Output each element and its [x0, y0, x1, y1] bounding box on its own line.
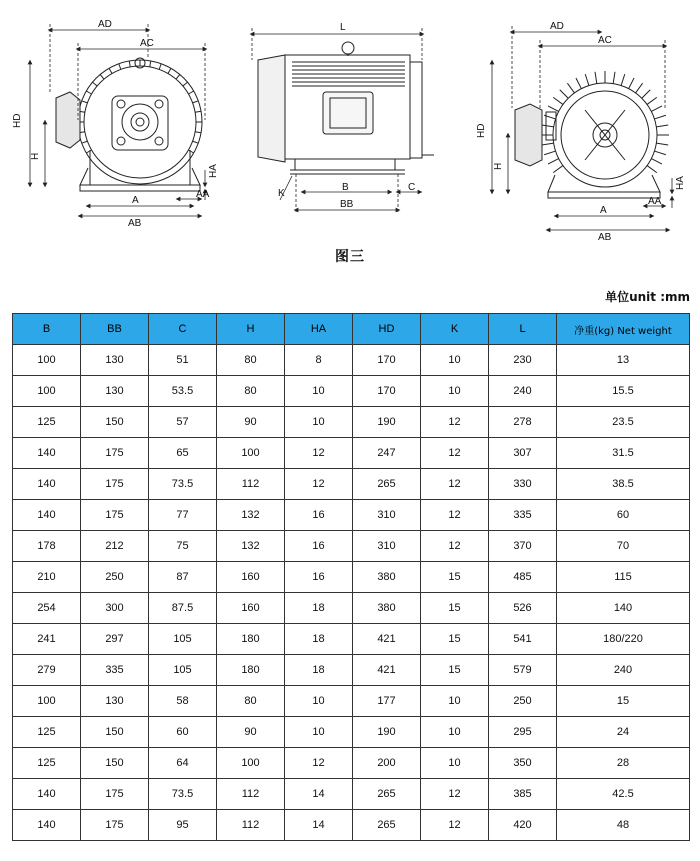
- table-cell: 53.5: [149, 376, 217, 407]
- table-cell: 160: [217, 593, 285, 624]
- table-cell: 65: [149, 438, 217, 469]
- front-view-drawing: [56, 58, 202, 191]
- table-cell: 310: [353, 531, 421, 562]
- table-row: [13, 562, 690, 593]
- end-view-drawing: [515, 71, 669, 198]
- table-cell: 175: [81, 810, 149, 841]
- table-cell: 12: [285, 438, 353, 469]
- label-ha-3: HA: [675, 176, 686, 190]
- table-body: [13, 345, 690, 841]
- table-cell: 132: [217, 531, 285, 562]
- table-cell: 87: [149, 562, 217, 593]
- table-cell: 64: [149, 748, 217, 779]
- table-cell: 140: [557, 593, 690, 624]
- table-row: [13, 655, 690, 686]
- motor-dimension-drawings: [0, 0, 700, 245]
- table-cell: 140: [13, 500, 81, 531]
- table-cell: 90: [217, 717, 285, 748]
- column-header: 净重(kg) Net weight: [557, 314, 690, 345]
- label-ab-1: AB: [128, 218, 142, 229]
- table-cell: 370: [489, 531, 557, 562]
- table-cell: 265: [353, 810, 421, 841]
- label-ab-3: AB: [598, 232, 612, 243]
- label-ha-1: HA: [208, 164, 219, 178]
- label-hd-1: HD: [12, 113, 23, 128]
- label-ad-3: AD: [550, 21, 564, 32]
- label-c-2: C: [408, 182, 416, 193]
- table-row: [13, 500, 690, 531]
- table-cell: 38.5: [557, 469, 690, 500]
- column-header: HA: [285, 314, 353, 345]
- table-cell: 10: [285, 717, 353, 748]
- label-aa-3: AA: [648, 196, 662, 207]
- dimension-table: [12, 313, 690, 841]
- table-cell: 100: [13, 345, 81, 376]
- table-cell: 15: [421, 562, 489, 593]
- table-cell: 105: [149, 624, 217, 655]
- table-row: [13, 686, 690, 717]
- table-cell: 130: [81, 345, 149, 376]
- table-cell: 15: [421, 624, 489, 655]
- table-row: [13, 469, 690, 500]
- table-cell: 12: [285, 469, 353, 500]
- label-h-1: H: [30, 152, 41, 160]
- label-h-3: H: [493, 162, 504, 170]
- table-cell: 80: [217, 376, 285, 407]
- table-cell: 241: [13, 624, 81, 655]
- label-a-3: A: [600, 205, 607, 216]
- table-cell: 73.5: [149, 469, 217, 500]
- table-cell: 247: [353, 438, 421, 469]
- table-cell: 23.5: [557, 407, 690, 438]
- table-cell: 125: [13, 748, 81, 779]
- table-row: [13, 779, 690, 810]
- table-cell: 307: [489, 438, 557, 469]
- table-cell: 80: [217, 345, 285, 376]
- table-cell: 60: [557, 500, 690, 531]
- table-cell: 12: [421, 438, 489, 469]
- table-cell: 485: [489, 562, 557, 593]
- table-cell: 90: [217, 407, 285, 438]
- table-cell: 180: [217, 655, 285, 686]
- column-header: BB: [81, 314, 149, 345]
- table-cell: 73.5: [149, 779, 217, 810]
- table-row: [13, 810, 690, 841]
- table-row: [13, 438, 690, 469]
- table-cell: 190: [353, 717, 421, 748]
- table-row: [13, 593, 690, 624]
- label-ac-1: AC: [140, 38, 154, 49]
- table-cell: 13: [557, 345, 690, 376]
- label-ad-1: AD: [98, 19, 112, 30]
- label-l-2: L: [340, 22, 346, 33]
- table-cell: 420: [489, 810, 557, 841]
- label-bb-2: BB: [340, 199, 354, 210]
- table-cell: 177: [353, 686, 421, 717]
- table-cell: 14: [285, 779, 353, 810]
- table-cell: 180/220: [557, 624, 690, 655]
- table-cell: 250: [81, 562, 149, 593]
- table-cell: 14: [285, 810, 353, 841]
- table-cell: 95: [149, 810, 217, 841]
- table-cell: 51: [149, 345, 217, 376]
- table-cell: 230: [489, 345, 557, 376]
- table-cell: 140: [13, 469, 81, 500]
- table-cell: 175: [81, 469, 149, 500]
- table-cell: 12: [421, 500, 489, 531]
- column-header: C: [149, 314, 217, 345]
- table-cell: 579: [489, 655, 557, 686]
- table-cell: 175: [81, 500, 149, 531]
- table-header-row: [13, 314, 690, 345]
- unit-label: 单位unit :mm: [605, 290, 690, 304]
- table-cell: 278: [489, 407, 557, 438]
- table-cell: 254: [13, 593, 81, 624]
- table-cell: 18: [285, 593, 353, 624]
- label-b-2: B: [342, 182, 349, 193]
- column-header: K: [421, 314, 489, 345]
- table-cell: 100: [13, 686, 81, 717]
- table-cell: 200: [353, 748, 421, 779]
- table-cell: 10: [285, 376, 353, 407]
- table-cell: 140: [13, 438, 81, 469]
- table-cell: 140: [13, 810, 81, 841]
- table-cell: 112: [217, 469, 285, 500]
- label-aa-1: AA: [196, 189, 210, 200]
- table-cell: 300: [81, 593, 149, 624]
- table-cell: 130: [81, 376, 149, 407]
- table-cell: 15: [421, 655, 489, 686]
- table-cell: 335: [489, 500, 557, 531]
- table-cell: 112: [217, 779, 285, 810]
- table-cell: 265: [353, 469, 421, 500]
- table-row: [13, 407, 690, 438]
- table-cell: 175: [81, 779, 149, 810]
- table-cell: 115: [557, 562, 690, 593]
- table-cell: 12: [421, 810, 489, 841]
- table-cell: 18: [285, 655, 353, 686]
- table-cell: 10: [421, 748, 489, 779]
- table-cell: 28: [557, 748, 690, 779]
- table-cell: 16: [285, 531, 353, 562]
- table-row: [13, 531, 690, 562]
- table-cell: 10: [421, 345, 489, 376]
- table-cell: 75: [149, 531, 217, 562]
- table-cell: 31.5: [557, 438, 690, 469]
- table-cell: 541: [489, 624, 557, 655]
- label-ac-3: AC: [598, 35, 612, 46]
- table-cell: 150: [81, 717, 149, 748]
- label-hd-3: HD: [476, 123, 487, 138]
- table-cell: 87.5: [149, 593, 217, 624]
- table-cell: 297: [81, 624, 149, 655]
- table-cell: 15.5: [557, 376, 690, 407]
- table-cell: 210: [13, 562, 81, 593]
- table-cell: 335: [81, 655, 149, 686]
- table-cell: 150: [81, 748, 149, 779]
- table-cell: 77: [149, 500, 217, 531]
- table-cell: 265: [353, 779, 421, 810]
- table-cell: 380: [353, 593, 421, 624]
- table-cell: 16: [285, 562, 353, 593]
- column-header: B: [13, 314, 81, 345]
- figure-caption: 图三: [335, 249, 365, 265]
- table-cell: 70: [557, 531, 690, 562]
- table-row: [13, 345, 690, 376]
- table-cell: 15: [421, 593, 489, 624]
- table-cell: 310: [353, 500, 421, 531]
- table-cell: 385: [489, 779, 557, 810]
- label-k-2: K: [278, 188, 285, 199]
- table-cell: 42.5: [557, 779, 690, 810]
- table-cell: 12: [421, 531, 489, 562]
- table-cell: 526: [489, 593, 557, 624]
- table-cell: 10: [421, 376, 489, 407]
- table-row: [13, 717, 690, 748]
- table-cell: 140: [13, 779, 81, 810]
- table-cell: 58: [149, 686, 217, 717]
- table-cell: 112: [217, 810, 285, 841]
- side-view-drawing: [258, 42, 434, 174]
- table-cell: 190: [353, 407, 421, 438]
- column-header: HD: [353, 314, 421, 345]
- table-cell: 48: [557, 810, 690, 841]
- table-cell: 12: [421, 407, 489, 438]
- table-cell: 350: [489, 748, 557, 779]
- table-cell: 170: [353, 376, 421, 407]
- table-cell: 80: [217, 686, 285, 717]
- table-row: [13, 748, 690, 779]
- table-cell: 100: [217, 438, 285, 469]
- table-cell: 295: [489, 717, 557, 748]
- table-cell: 10: [421, 686, 489, 717]
- table-cell: 12: [285, 748, 353, 779]
- table-cell: 212: [81, 531, 149, 562]
- table-row: [13, 624, 690, 655]
- table-cell: 240: [489, 376, 557, 407]
- table-cell: 10: [285, 686, 353, 717]
- table-cell: 10: [285, 407, 353, 438]
- table-cell: 16: [285, 500, 353, 531]
- table-cell: 105: [149, 655, 217, 686]
- table-cell: 178: [13, 531, 81, 562]
- table-cell: 24: [557, 717, 690, 748]
- table-cell: 380: [353, 562, 421, 593]
- table-cell: 100: [13, 376, 81, 407]
- table-cell: 175: [81, 438, 149, 469]
- column-header: H: [217, 314, 285, 345]
- table-cell: 150: [81, 407, 149, 438]
- table-cell: 250: [489, 686, 557, 717]
- table-cell: 160: [217, 562, 285, 593]
- table-cell: 125: [13, 717, 81, 748]
- table-cell: 57: [149, 407, 217, 438]
- table-cell: 12: [421, 779, 489, 810]
- motor-drawings-svg: [0, 0, 700, 245]
- column-header: L: [489, 314, 557, 345]
- table-cell: 12: [421, 469, 489, 500]
- table-cell: 60: [149, 717, 217, 748]
- table-cell: 279: [13, 655, 81, 686]
- table-cell: 421: [353, 624, 421, 655]
- table-row: [13, 376, 690, 407]
- table-cell: 421: [353, 655, 421, 686]
- table-cell: 240: [557, 655, 690, 686]
- table-cell: 18: [285, 624, 353, 655]
- table-cell: 15: [557, 686, 690, 717]
- table-cell: 132: [217, 500, 285, 531]
- table-cell: 100: [217, 748, 285, 779]
- table-cell: 170: [353, 345, 421, 376]
- table-cell: 330: [489, 469, 557, 500]
- table-cell: 180: [217, 624, 285, 655]
- label-a-1: A: [132, 195, 139, 206]
- table-cell: 125: [13, 407, 81, 438]
- table-cell: 8: [285, 345, 353, 376]
- table-cell: 10: [421, 717, 489, 748]
- table-cell: 130: [81, 686, 149, 717]
